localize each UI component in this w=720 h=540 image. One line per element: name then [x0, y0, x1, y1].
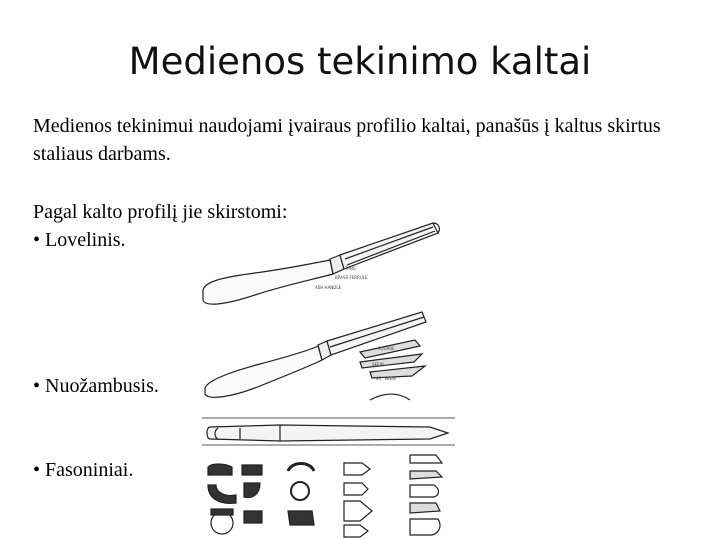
label-skew: SKEW [372, 362, 384, 367]
label-tang: TANG [345, 266, 356, 271]
bullet-shaped: • Fasoniniai. [33, 459, 134, 481]
classification-intro: Pagal kalto profilį jie skirstomi: [33, 201, 288, 223]
label-square: SQUARE [378, 346, 395, 351]
skew-chisel-illustration [200, 300, 440, 415]
shaped-chisels-illustration [200, 415, 460, 540]
slide-title: Medienos tekinimo kaltai [128, 40, 592, 83]
bullet-gouge: • Lovelinis. [33, 229, 126, 251]
label-ferrule: BRASS FERRULE [335, 275, 368, 280]
bullet-skew: • Nuožambusis. [33, 375, 159, 397]
label-45-skew: 45° SKEW [376, 376, 397, 381]
intro-paragraph: Medienos tekinimui naudojami įvairaus profilio kaltai, panašūs į kaltus skirtus staliaus darbams. [33, 115, 661, 165]
label-handle: ASH HANDLE [315, 285, 342, 290]
